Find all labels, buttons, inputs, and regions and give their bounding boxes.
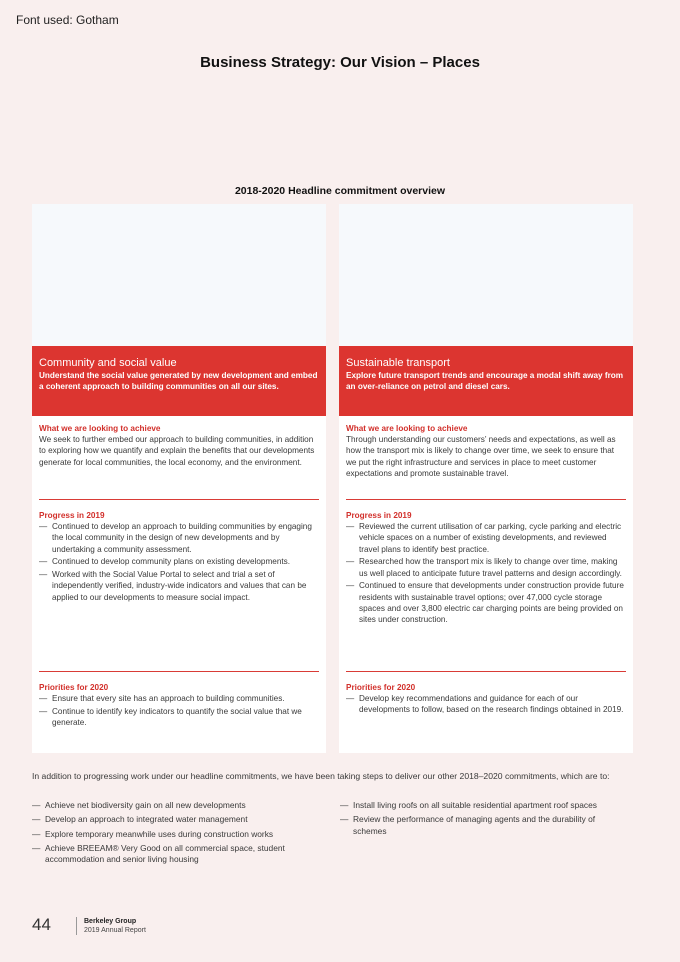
dash-icon: — bbox=[39, 706, 48, 716]
list-item bbox=[39, 521, 319, 555]
list-item bbox=[32, 843, 332, 866]
list-item bbox=[32, 814, 332, 825]
other-commitments-right bbox=[340, 800, 630, 840]
footer-company: Berkeley Group bbox=[84, 918, 137, 925]
progress-list bbox=[346, 521, 626, 626]
card-subtitle: Understand the social value generated by new development and embed a coherent approach to building communities on all our sites. bbox=[39, 371, 318, 392]
divider bbox=[346, 671, 626, 672]
page-title: Business Strategy: Our Vision – Places bbox=[200, 54, 480, 71]
divider bbox=[346, 499, 626, 500]
other-commitments-list bbox=[32, 800, 332, 865]
aim-text: Through understanding our customers’ needs and expectations, as well as how the transport mix is likely to change over time, we seek to ensure that we put the right infrastructure and services in place to meet customer expectations and promote sustainable travel. bbox=[346, 435, 616, 478]
list-item-text: Develop key recommendations and guidance for each of our developments to follow, based on the research findings obtained in 2019. bbox=[359, 694, 624, 715]
dash-icon: — bbox=[346, 581, 355, 591]
list-item bbox=[346, 580, 626, 625]
list-item bbox=[346, 556, 626, 579]
list-item-text: Install living roofs on all suitable residential apartment roof spaces bbox=[353, 800, 597, 810]
aim-heading: What we are looking to achieve bbox=[346, 424, 468, 433]
priorities-list bbox=[346, 693, 626, 716]
list-item-text: Achieve BREEAM® Very Good on all commercial space, student accommodation and senior living housing bbox=[45, 842, 285, 865]
card-banner bbox=[339, 346, 633, 416]
aim-section bbox=[346, 423, 626, 479]
aim-heading: What we are looking to achieve bbox=[39, 424, 161, 433]
dash-icon: — bbox=[32, 800, 41, 810]
aim-text: We seek to further embed our approach to building communities, in addition to exploring how we quantify and explain the benefits that our developments generate for local communities, the local economy, and the environment. bbox=[39, 435, 315, 467]
aim-section bbox=[39, 423, 319, 468]
commitment-card-transport bbox=[339, 204, 633, 753]
dash-icon: — bbox=[346, 694, 355, 703]
section-heading: 2018-2020 Headline commitment overview bbox=[234, 185, 446, 197]
list-item-text: Researched how the transport mix is likely to change over time, making us well placed to anticipate future travel patterns and design accordingly. bbox=[359, 557, 622, 578]
list-item bbox=[32, 829, 332, 840]
list-item-text: Continue to identify key indicators to quantify the social value that we generate. bbox=[52, 706, 302, 728]
list-item-text: Explore temporary meanwhile uses during construction works bbox=[45, 828, 274, 839]
priorities-heading: Priorities for 2020 bbox=[346, 683, 416, 692]
list-item-text: Review the performance of managing agents and the durability of schemes bbox=[353, 814, 596, 836]
dash-icon: — bbox=[346, 557, 355, 567]
dash-icon: — bbox=[32, 814, 41, 825]
card-banner bbox=[32, 346, 326, 416]
dash-icon: — bbox=[39, 570, 48, 580]
list-item bbox=[39, 556, 319, 567]
font-note: Font used: Gotham bbox=[16, 13, 119, 27]
priorities-section bbox=[346, 682, 626, 717]
list-item-text: Ensure that every site has an approach to building communities. bbox=[52, 694, 285, 703]
list-item bbox=[346, 693, 626, 716]
list-item-text: Continued to ensure that developments under construction provide future residents with sustainable travel options; over 47,000 cycle storage spaces and over 3,800 electric car charging points are being provided on sites under construction. bbox=[359, 581, 624, 625]
dash-icon: — bbox=[39, 522, 48, 531]
list-item-text: Continued to develop an approach to building communities by engaging the local community in the design of new developments and by undertaking a community assessment. bbox=[52, 522, 312, 554]
dash-icon: — bbox=[32, 842, 41, 853]
list-item bbox=[39, 693, 319, 704]
divider bbox=[39, 671, 319, 672]
list-item-text: Develop an approach to integrated water management bbox=[45, 814, 248, 825]
list-item bbox=[32, 800, 332, 811]
card-title: Sustainable transport bbox=[346, 357, 450, 369]
list-item-text: Worked with the Social Value Portal to select and trial a set of independently verified, industry-wide indicators and values that can be applied to our developments to measure social impact. bbox=[52, 570, 307, 602]
list-item-text: Continued to develop community plans on existing developments. bbox=[52, 557, 291, 567]
list-item bbox=[39, 706, 319, 729]
card-image-placeholder bbox=[32, 204, 326, 346]
progress-heading: Progress in 2019 bbox=[39, 511, 105, 520]
progress-section bbox=[39, 510, 319, 605]
priorities-list bbox=[39, 693, 319, 728]
page-number: 44 bbox=[32, 915, 51, 934]
card-image-placeholder bbox=[339, 204, 633, 346]
list-item bbox=[340, 800, 630, 811]
other-commitments-intro: In addition to progressing work under our headline commitments, we have been taking steps to deliver our other 2018–2020 commitments, which are to: bbox=[32, 771, 610, 781]
other-commitments-left bbox=[32, 800, 332, 868]
priorities-heading: Priorities for 2020 bbox=[39, 683, 109, 692]
list-item bbox=[340, 814, 630, 837]
footer-report: 2019 Annual Report bbox=[84, 927, 146, 934]
list-item bbox=[346, 521, 626, 555]
list-item-text: Achieve net biodiversity gain on all new developments bbox=[45, 800, 246, 810]
dash-icon: — bbox=[39, 694, 48, 703]
priorities-section bbox=[39, 682, 319, 730]
footer-divider bbox=[76, 917, 77, 935]
dash-icon: — bbox=[346, 522, 355, 531]
divider bbox=[39, 499, 319, 500]
progress-list bbox=[39, 521, 319, 603]
progress-section bbox=[346, 510, 626, 627]
dash-icon: — bbox=[340, 800, 349, 810]
list-item-text: Reviewed the current utilisation of car parking, cycle parking and electric vehicle spaces on a number of existing developments, and reviewed travel plans to identify best practice. bbox=[359, 522, 622, 554]
card-subtitle: Explore future transport trends and encourage a modal shift away from an over-reliance on petrol and diesel cars. bbox=[346, 371, 624, 392]
dash-icon: — bbox=[340, 814, 349, 825]
dash-icon: — bbox=[39, 557, 48, 567]
commitment-card-community bbox=[32, 204, 326, 753]
progress-heading: Progress in 2019 bbox=[346, 511, 412, 520]
other-commitments-list bbox=[340, 800, 630, 837]
list-item bbox=[39, 569, 319, 603]
card-title: Community and social value bbox=[39, 357, 177, 369]
dash-icon: — bbox=[32, 828, 41, 839]
